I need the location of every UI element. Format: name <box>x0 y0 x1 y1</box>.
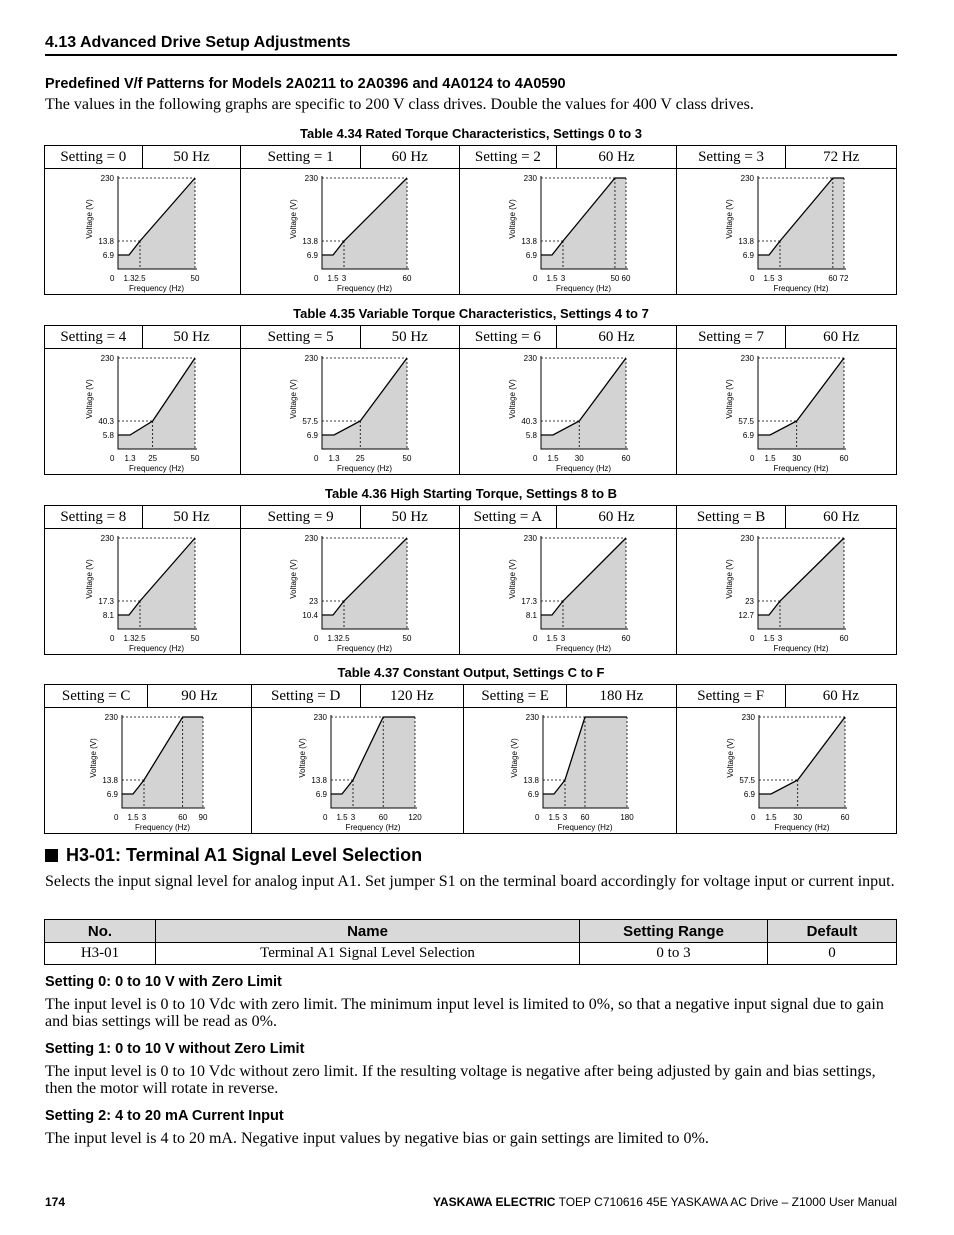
col-no: No. <box>45 920 156 943</box>
vf-graph-cell <box>677 708 896 833</box>
x-tick-label: 1.3 <box>328 454 340 463</box>
vf-graph <box>460 349 678 474</box>
vf-graph <box>460 529 678 654</box>
setting-label: Setting = 3 <box>677 146 787 168</box>
col-name: Name <box>156 920 580 943</box>
vf-graph <box>45 169 242 294</box>
vf-graph-cell <box>460 349 677 474</box>
vf-graph-cell <box>241 349 459 474</box>
setting-label: Setting = 4 <box>45 326 143 348</box>
vf-graph-cell <box>677 169 896 294</box>
predefined-title: Predefined V/f Patterns for Models 2A0211 to 2A0396 and 4A0124 to 4A0590 <box>45 76 566 92</box>
y-tick-label: 6.9 <box>307 431 319 440</box>
frequency-label: 60 Hz <box>557 326 677 348</box>
y-axis-label: Voltage (V) <box>297 738 307 778</box>
setting-label: Setting = A <box>460 506 558 528</box>
y-tick-label: 230 <box>100 534 114 543</box>
y-tick-label: 13.8 <box>523 776 540 785</box>
x-tick-label: 0 <box>750 813 755 822</box>
frequency-label: 60 Hz <box>822 687 859 704</box>
header-rule <box>45 54 897 56</box>
x-axis-label: Frequency (Hz) <box>337 284 393 293</box>
vf-table-header <box>45 685 896 708</box>
y-axis-label: Voltage (V) <box>289 379 299 419</box>
x-tick-label: 60 <box>378 813 388 822</box>
x-tick-label: 0 <box>535 813 540 822</box>
vf-graph-cell <box>241 169 459 294</box>
footer-brand: YASKAWA ELECTRIC <box>433 1195 556 1209</box>
y-tick-label: 17.3 <box>520 597 537 606</box>
y-tick-label: 23 <box>744 597 754 606</box>
y-tick-label: 6.9 <box>742 251 754 260</box>
x-tick-label: 0 <box>110 634 115 643</box>
x-axis-label: Frequency (Hz) <box>557 823 613 832</box>
x-axis-label: Frequency (Hz) <box>337 464 393 473</box>
x-tick-label: 60 <box>402 274 412 283</box>
frequency-label: 60 Hz <box>361 146 460 168</box>
h3-01-description: Selects the input signal level for analog input A1. Set jumper S1 on the terminal board accordingly for voltage input or current input. <box>45 873 895 890</box>
y-axis-label: Voltage (V) <box>725 738 735 778</box>
x-axis-label: Frequency (Hz) <box>128 644 185 653</box>
x-tick-label: 1.5 <box>335 813 348 822</box>
y-tick-label: 13.8 <box>520 237 537 246</box>
table-caption: Table 4.36 High Starting Torque, Settings 8 to B <box>324 486 618 501</box>
vf-table-graphs <box>45 169 896 294</box>
cell-default: 0 <box>768 943 897 965</box>
frequency-label: 50 Hz <box>143 326 242 348</box>
y-tick-label: 230 <box>523 354 537 363</box>
setting-label: Setting = 5 <box>241 326 361 348</box>
y-tick-label: 6.9 <box>307 251 319 260</box>
y-tick-label: 230 <box>304 534 319 543</box>
setting-label: Setting = 9 <box>241 506 361 528</box>
y-tick-label: 6.9 <box>106 790 118 799</box>
setting-label: Setting = E <box>464 685 567 707</box>
y-tick-label: 230 <box>740 534 754 543</box>
x-tick-label: 50 <box>402 454 412 463</box>
vf-graph <box>252 708 466 833</box>
frequency-label: 50 Hz <box>361 506 460 528</box>
predefined-description: The values in the following graphs are specific to 200 V class drives. Double the values for 400 V class drives. <box>45 96 754 113</box>
x-tick-label: 60 <box>840 813 849 822</box>
x-tick-label: 25 <box>148 454 158 463</box>
x-tick-label: 0 <box>532 274 537 283</box>
table-caption: Table 4.34 Rated Torque Characteristics, Settings 0 to 3 <box>300 126 642 141</box>
x-tick-label: 1.5 <box>763 274 775 283</box>
y-tick-label: 40.3 <box>98 417 114 426</box>
x-tick-label: 1.3 <box>327 634 339 643</box>
setting-0-text: The input level is 0 to 10 Vdc with zero limit. The minimum input level is limited to 0%, so that a negative input signal due to gain and bias settings will be read as 0%. <box>45 996 884 1030</box>
section-header: 4.13 Advanced Drive Setup Adjustments <box>45 34 351 51</box>
y-tick-label: 230 <box>313 713 327 722</box>
x-axis-label: Frequency (Hz) <box>128 284 185 293</box>
y-tick-label: 6.9 <box>525 251 537 260</box>
y-axis-label: Voltage (V) <box>89 738 98 778</box>
vf-graph <box>45 529 242 654</box>
x-axis-label: Frequency (Hz) <box>555 284 611 293</box>
x-tick-label: 0 <box>314 634 319 643</box>
x-tick-label: 0 <box>314 454 319 463</box>
y-tick-label: 230 <box>740 354 754 363</box>
x-tick-label: 0 <box>322 813 327 822</box>
x-tick-label: 1.5 <box>545 274 558 283</box>
x-tick-label: 1.3 <box>123 634 135 643</box>
x-tick-label: 180 <box>620 813 634 822</box>
setting-label: Setting = 6 <box>460 326 558 348</box>
setting-label: Setting = F <box>677 685 786 707</box>
x-tick-label: 0 <box>110 454 115 463</box>
y-tick-label: 6.9 <box>527 790 540 799</box>
x-axis-label: Frequency (Hz) <box>134 823 191 832</box>
y-tick-label: 230 <box>523 174 537 183</box>
y-tick-label: 13.8 <box>302 237 319 246</box>
x-tick-label: 50 <box>610 274 619 283</box>
x-tick-label: 0 <box>749 454 755 463</box>
x-tick-label: 25 <box>356 454 366 463</box>
vf-graph <box>464 708 678 833</box>
y-axis-label: Voltage (V) <box>724 199 734 239</box>
frequency-label: 60 Hz <box>557 506 677 528</box>
x-tick-label: 1.5 <box>763 634 775 643</box>
table-caption: Table 4.35 Variable Torque Characteristics, Settings 4 to 7 <box>293 306 649 321</box>
vf-graph-cell <box>252 708 465 833</box>
setting-label: Setting = 2 <box>460 146 558 168</box>
frequency-label: 50 Hz <box>143 506 242 528</box>
vf-area <box>758 358 844 449</box>
x-tick-label: 50 <box>190 634 200 643</box>
vf-area <box>122 717 203 808</box>
vf-graph <box>241 169 460 294</box>
h3-01-heading <box>45 845 422 866</box>
setting-2-text: The input level is 4 to 20 mA. Negative input values by negative bias or gain settings are limited to 0%. <box>45 1130 709 1147</box>
x-tick-label: 60 <box>621 634 630 643</box>
footer <box>433 1195 897 1209</box>
h3-01-title: H3-01: Terminal A1 Signal Level Selection <box>66 845 423 865</box>
y-axis-label: Voltage (V) <box>289 559 299 599</box>
vf-area <box>758 538 844 629</box>
y-axis-label: Voltage (V) <box>510 738 520 778</box>
x-tick-label: 3 <box>342 274 347 283</box>
y-axis-label: Voltage (V) <box>85 199 94 239</box>
vf-graph <box>677 708 898 833</box>
x-axis-label: Frequency (Hz) <box>773 284 829 293</box>
frequency-label: 120 Hz <box>361 685 464 707</box>
setting-label: Setting = 8 <box>45 506 143 528</box>
frequency-label: 50 Hz <box>143 146 242 168</box>
frequency-label: 60 Hz <box>823 508 860 525</box>
vf-graph-cell <box>677 529 896 654</box>
y-tick-label: 12.7 <box>738 611 754 620</box>
setting-1-heading: Setting 1: 0 to 10 V without Zero Limit <box>45 1041 305 1057</box>
vf-graph-cell <box>241 529 459 654</box>
setting-label: Setting = B <box>677 506 787 528</box>
x-tick-label: 1.5 <box>546 454 559 463</box>
x-tick-label: 50 <box>402 634 412 643</box>
vf-table-graphs <box>45 349 896 474</box>
x-tick-label: 0 <box>532 634 537 643</box>
x-tick-label: 30 <box>574 454 584 463</box>
x-tick-label: 60 <box>580 813 590 822</box>
setting-0-heading: Setting 0: 0 to 10 V with Zero Limit <box>45 974 282 990</box>
y-axis-label: Voltage (V) <box>507 559 517 599</box>
x-axis-label: Frequency (Hz) <box>344 823 401 832</box>
frequency-label: 90 Hz <box>148 685 251 707</box>
cell-no: H3-01 <box>45 943 156 965</box>
vf-graph-cell <box>677 349 896 474</box>
x-tick-label: 60 <box>828 274 838 283</box>
y-tick-label: 6.9 <box>315 790 327 799</box>
x-axis-label: Frequency (Hz) <box>555 464 611 473</box>
vf-pattern-table <box>44 505 897 655</box>
y-tick-label: 17.3 <box>98 597 114 606</box>
y-axis-label: Voltage (V) <box>507 379 517 419</box>
x-tick-label: 60 <box>621 454 630 463</box>
vf-graph <box>45 349 242 474</box>
x-tick-label: 1.5 <box>127 813 139 822</box>
vf-area <box>322 358 407 449</box>
x-tick-label: 1.5 <box>764 813 777 822</box>
x-tick-label: 0 <box>749 634 755 643</box>
x-tick-label: 72 <box>839 274 849 283</box>
y-axis-label: Voltage (V) <box>85 379 94 419</box>
x-axis-label: Frequency (Hz) <box>128 464 185 473</box>
vf-graph-cell <box>45 529 241 654</box>
vf-graph-cell <box>45 349 241 474</box>
x-tick-label: 50 <box>190 454 200 463</box>
x-tick-label: 30 <box>792 454 801 463</box>
vf-graph-cell <box>45 169 241 294</box>
setting-2-heading: Setting 2: 4 to 20 mA Current Input <box>45 1108 284 1124</box>
vf-table-header <box>45 146 896 169</box>
vf-graph-cell <box>464 708 677 833</box>
y-tick-label: 8.1 <box>525 611 537 620</box>
y-tick-label: 57.5 <box>302 417 319 426</box>
x-tick-label: 2.5 <box>134 634 146 643</box>
x-tick-label: 60 <box>178 813 188 822</box>
x-tick-label: 0 <box>114 813 119 822</box>
vf-graph <box>677 349 897 474</box>
footer-doc: TOEP C710616 45E YASKAWA AC Drive – Z1000 User Manual <box>555 1195 897 1209</box>
x-tick-label: 3 <box>141 813 147 822</box>
vf-pattern-table <box>44 684 897 834</box>
y-tick-label: 6.9 <box>742 431 754 440</box>
y-axis-label: Voltage (V) <box>507 199 517 239</box>
y-tick-label: 10.4 <box>302 611 319 620</box>
vf-graph <box>45 708 253 833</box>
y-tick-label: 230 <box>741 713 755 722</box>
x-tick-label: 3 <box>562 813 568 822</box>
x-tick-label: 1.3 <box>124 454 136 463</box>
vf-graph <box>460 169 678 294</box>
x-tick-label: 2.5 <box>338 634 350 643</box>
vf-graph <box>241 529 460 654</box>
x-axis-label: Frequency (Hz) <box>773 644 829 653</box>
vf-table-graphs <box>45 708 896 833</box>
vf-graph <box>677 529 897 654</box>
y-tick-label: 13.8 <box>310 776 327 785</box>
x-tick-label: 60 <box>839 634 849 643</box>
vf-graph-cell <box>460 169 677 294</box>
y-tick-label: 230 <box>740 174 754 183</box>
y-tick-label: 230 <box>304 174 319 183</box>
setting-label: Setting = 1 <box>241 146 361 168</box>
parameter-table <box>44 919 897 965</box>
x-tick-label: 1.5 <box>545 634 558 643</box>
y-tick-label: 230 <box>100 174 114 183</box>
cell-name: Terminal A1 Signal Level Selection <box>156 943 580 965</box>
y-tick-label: 5.8 <box>525 431 537 440</box>
x-tick-label: 0 <box>749 274 755 283</box>
y-axis-label: Voltage (V) <box>724 559 734 599</box>
y-tick-label: 8.1 <box>102 611 114 620</box>
x-tick-label: 3 <box>350 813 355 822</box>
vf-area <box>541 358 626 449</box>
x-axis-label: Frequency (Hz) <box>773 464 829 473</box>
y-tick-label: 230 <box>525 713 540 722</box>
vf-graph <box>677 169 897 294</box>
frequency-label: 60 Hz <box>823 328 860 345</box>
x-axis-label: Frequency (Hz) <box>773 823 830 832</box>
y-axis-label: Voltage (V) <box>85 559 94 599</box>
x-tick-label: 1.5 <box>764 454 776 463</box>
y-tick-label: 40.3 <box>520 417 537 426</box>
y-tick-label: 230 <box>304 354 319 363</box>
y-axis-label: Voltage (V) <box>724 379 734 419</box>
frequency-label: 50 Hz <box>361 326 460 348</box>
x-tick-label: 0 <box>110 274 115 283</box>
x-tick-label: 60 <box>839 454 849 463</box>
setting-label: Setting = D <box>252 685 361 707</box>
vf-area <box>331 717 415 808</box>
x-tick-label: 60 <box>621 274 630 283</box>
x-tick-label: 90 <box>198 813 208 822</box>
x-tick-label: 3 <box>560 634 565 643</box>
y-tick-label: 13.8 <box>98 237 114 246</box>
y-axis-label: Voltage (V) <box>289 199 299 239</box>
col-default: Default <box>768 920 897 943</box>
vf-area <box>758 178 844 269</box>
x-tick-label: 120 <box>407 813 422 822</box>
vf-table-graphs <box>45 529 896 654</box>
parameter-table-header <box>45 920 897 943</box>
x-axis-label: Frequency (Hz) <box>337 644 393 653</box>
x-tick-label: 0 <box>532 454 537 463</box>
x-tick-label: 3 <box>560 274 565 283</box>
table-row <box>45 943 897 965</box>
square-bullet-icon <box>45 849 58 862</box>
setting-label: Setting = 7 <box>677 326 787 348</box>
x-tick-label: 2.5 <box>134 274 146 283</box>
x-tick-label: 3 <box>777 634 783 643</box>
cell-setting-range: 0 to 3 <box>580 943 768 965</box>
setting-1-text: The input level is 0 to 10 Vdc without zero limit. If the resulting voltage is negative after being adjusted by gain and bias settings, then the motor will rotate in reverse. <box>45 1063 876 1097</box>
vf-area <box>541 178 626 269</box>
y-tick-label: 13.8 <box>102 776 118 785</box>
y-tick-label: 230 <box>104 713 118 722</box>
y-tick-label: 57.5 <box>738 776 755 785</box>
x-tick-label: 30 <box>792 813 802 822</box>
y-tick-label: 5.8 <box>102 431 114 440</box>
setting-label: Setting = C <box>45 685 148 707</box>
x-tick-label: 0 <box>314 274 319 283</box>
y-tick-label: 230 <box>100 354 114 363</box>
x-tick-label: 1.5 <box>327 274 339 283</box>
y-tick-label: 57.5 <box>738 417 754 426</box>
page-number: 174 <box>45 1195 66 1209</box>
x-axis-label: Frequency (Hz) <box>555 644 611 653</box>
y-tick-label: 23 <box>309 597 319 606</box>
y-tick-label: 13.8 <box>738 237 754 246</box>
x-tick-label: 1.3 <box>123 274 135 283</box>
frequency-label: 72 Hz <box>823 148 860 165</box>
vf-table-header <box>45 506 896 529</box>
col-setting-range: Setting Range <box>580 920 768 943</box>
vf-graph-cell <box>45 708 252 833</box>
vf-area <box>759 717 845 808</box>
vf-table-header <box>45 326 896 349</box>
x-tick-label: 50 <box>190 274 200 283</box>
frequency-label: 180 Hz <box>567 685 676 707</box>
x-tick-label: 3 <box>777 274 783 283</box>
frequency-label: 60 Hz <box>557 146 677 168</box>
vf-graph-cell <box>460 529 677 654</box>
vf-graph <box>241 349 460 474</box>
vf-pattern-table <box>44 145 897 295</box>
y-tick-label: 230 <box>523 534 537 543</box>
setting-label: Setting = 0 <box>45 146 143 168</box>
x-tick-label: 1.5 <box>548 813 560 822</box>
table-caption: Table 4.37 Constant Output, Settings C to F <box>337 665 605 680</box>
y-tick-label: 6.9 <box>102 251 114 260</box>
y-tick-label: 6.9 <box>743 790 755 799</box>
vf-pattern-table <box>44 325 897 475</box>
